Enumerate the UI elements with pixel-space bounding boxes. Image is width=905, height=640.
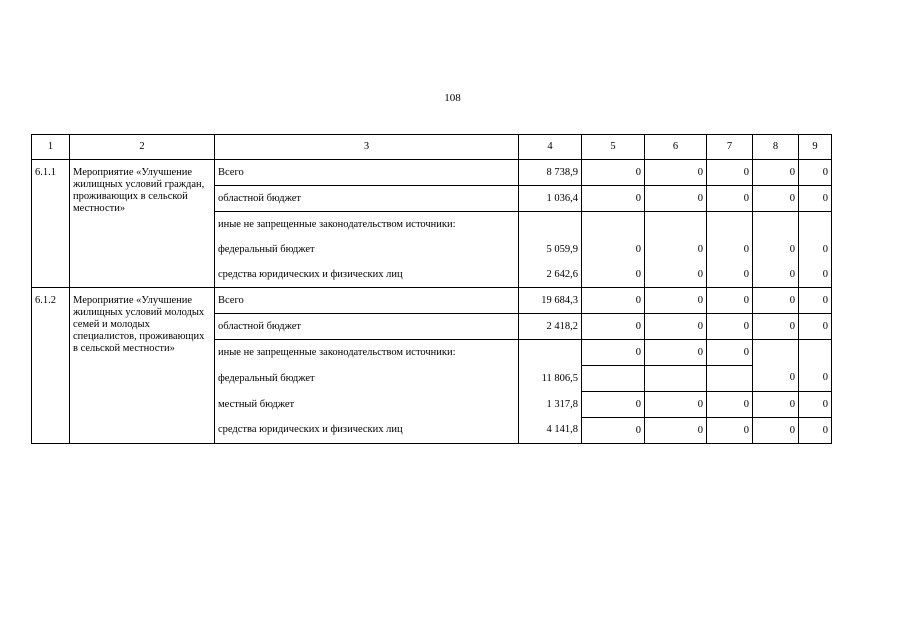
value-cell: 0 xyxy=(707,418,753,444)
value-cell: 11 806,5 xyxy=(519,366,582,392)
value-cell: 19 684,3 xyxy=(519,288,582,314)
value-cell: 0 xyxy=(645,186,707,212)
table-row xyxy=(32,160,832,186)
value-cell: 0 xyxy=(582,160,645,186)
value-cell xyxy=(645,366,707,392)
header-cell: 9 xyxy=(799,135,832,160)
value-cell: 0 xyxy=(799,160,832,186)
value-cell: 0 xyxy=(707,262,753,288)
value-cell: 0 xyxy=(799,418,832,444)
table-row xyxy=(32,288,832,314)
header-row xyxy=(32,135,832,160)
value-cell: 0 xyxy=(645,392,707,418)
header-cell: 3 xyxy=(215,135,519,160)
value-cell xyxy=(645,212,707,238)
value-cell: 0 xyxy=(753,237,799,262)
row-label: федеральный бюджет xyxy=(215,237,519,262)
value-cell: 4 141,8 xyxy=(519,418,582,444)
value-cell xyxy=(799,212,832,238)
row-label: местный бюджет xyxy=(215,392,519,418)
value-cell: 0 xyxy=(582,392,645,418)
value-cell xyxy=(582,212,645,238)
budget-table xyxy=(31,134,832,444)
value-cell: 0 xyxy=(753,288,799,314)
row-label: иные не запрещенные законодательством источники: xyxy=(215,340,519,366)
value-cell: 2 642,6 xyxy=(519,262,582,288)
row-label: федеральный бюджет xyxy=(215,366,519,392)
value-cell: 0 xyxy=(582,262,645,288)
value-cell: 0 xyxy=(582,186,645,212)
item-description: Мероприятие «Улучшение жилищных условий граждан, проживающих в сельской местности» xyxy=(70,160,215,288)
value-cell: 0 xyxy=(582,340,645,366)
value-cell xyxy=(799,340,832,366)
value-cell: 0 xyxy=(645,237,707,262)
value-cell: 0 xyxy=(707,160,753,186)
header-cell: 7 xyxy=(707,135,753,160)
value-cell: 0 xyxy=(645,340,707,366)
value-cell: 0 xyxy=(645,314,707,340)
value-cell: 0 xyxy=(582,288,645,314)
value-cell: 0 xyxy=(753,418,799,444)
row-label: средства юридических и физических лиц xyxy=(215,418,519,444)
value-cell: 0 xyxy=(645,262,707,288)
value-cell: 0 xyxy=(707,392,753,418)
page-number: 108 xyxy=(444,92,461,104)
value-cell: 0 xyxy=(753,392,799,418)
value-cell: 0 xyxy=(753,314,799,340)
value-cell: 0 xyxy=(799,366,832,392)
value-cell xyxy=(582,366,645,392)
value-cell: 0 xyxy=(799,186,832,212)
value-cell: 0 xyxy=(645,160,707,186)
value-cell: 0 xyxy=(799,237,832,262)
row-label: областной бюджет xyxy=(215,314,519,340)
value-cell: 0 xyxy=(582,237,645,262)
item-code: 6.1.1 xyxy=(32,160,70,288)
value-cell xyxy=(707,212,753,238)
row-label: Всего xyxy=(215,288,519,314)
value-cell: 0 xyxy=(753,160,799,186)
value-cell: 0 xyxy=(799,314,832,340)
value-cell: 0 xyxy=(707,340,753,366)
value-cell: 0 xyxy=(707,186,753,212)
row-label: иные не запрещенные законодательством источники: xyxy=(215,212,519,238)
value-cell: 1 036,4 xyxy=(519,186,582,212)
value-cell: 0 xyxy=(582,418,645,444)
value-cell: 5 059,9 xyxy=(519,237,582,262)
header-cell: 8 xyxy=(753,135,799,160)
item-description: Мероприятие «Улучшение жилищных условий молодых семей и молодых специалистов, проживающих в сельской местности» xyxy=(70,288,215,444)
value-cell: 0 xyxy=(799,288,832,314)
header-cell: 1 xyxy=(32,135,70,160)
header-cell: 5 xyxy=(582,135,645,160)
value-cell xyxy=(707,366,753,392)
header-cell: 4 xyxy=(519,135,582,160)
value-cell xyxy=(753,340,799,366)
value-cell: 1 317,8 xyxy=(519,392,582,418)
value-cell xyxy=(519,340,582,366)
value-cell: 0 xyxy=(707,237,753,262)
value-cell: 0 xyxy=(707,288,753,314)
value-cell: 0 xyxy=(707,314,753,340)
row-label: средства юридических и физических лиц xyxy=(215,262,519,288)
value-cell: 0 xyxy=(753,262,799,288)
value-cell: 0 xyxy=(582,314,645,340)
value-cell: 0 xyxy=(799,392,832,418)
value-cell: 8 738,9 xyxy=(519,160,582,186)
value-cell: 0 xyxy=(645,418,707,444)
value-cell xyxy=(519,212,582,238)
value-cell xyxy=(753,212,799,238)
value-cell: 0 xyxy=(753,366,799,392)
value-cell: 0 xyxy=(753,186,799,212)
header-cell: 6 xyxy=(645,135,707,160)
header-cell: 2 xyxy=(70,135,215,160)
row-label: областной бюджет xyxy=(215,186,519,212)
value-cell: 0 xyxy=(645,288,707,314)
row-label: Всего xyxy=(215,160,519,186)
item-code: 6.1.2 xyxy=(32,288,70,444)
value-cell: 0 xyxy=(799,262,832,288)
value-cell: 2 418,2 xyxy=(519,314,582,340)
